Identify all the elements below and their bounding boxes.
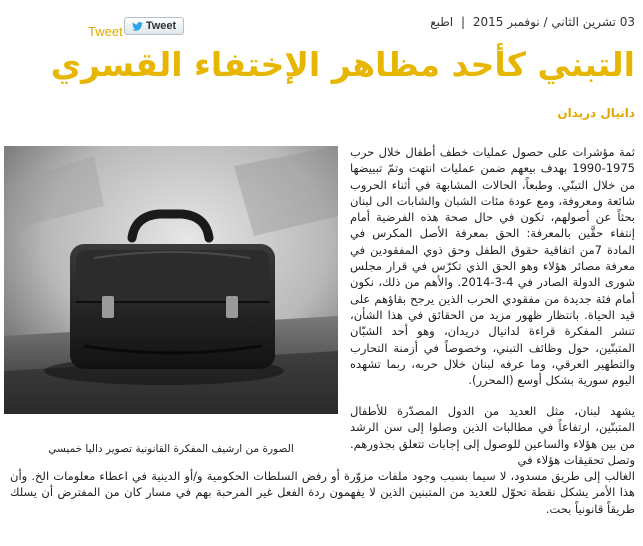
meta-separator: | bbox=[460, 15, 466, 29]
article-meta bbox=[430, 15, 635, 29]
tweet-text: Tweet bbox=[88, 24, 123, 39]
photo-caption: الصورة من ارشيف المفكرة القانونية تصوير داليا خميسي bbox=[48, 443, 294, 455]
article-title: التبني كأحد مظاهر الإختفاء القسري bbox=[50, 45, 635, 84]
article-paragraph: يشهد لبنان، مثل العديد من الدول المصدّرة للأطفال المتبنّين، ارتفاعاً في مطالبات الذين وصلوا إلى سن الرشد من بين هؤلاء والساعين للوصول إلى إجابات تتعلق بجذورهم. وتصل تحقيقات هؤلاء في bbox=[350, 404, 635, 467]
twitter-bird-icon bbox=[132, 22, 143, 31]
article-photo bbox=[4, 146, 338, 414]
tweet-button-label: Tweet bbox=[145, 20, 177, 32]
publish-date: 03 تشرين الثاني / نوفمبر 2015 bbox=[472, 15, 635, 29]
briefcase-photo bbox=[4, 146, 338, 414]
tweet-button[interactable] bbox=[124, 17, 184, 35]
print-link[interactable]: اطبع bbox=[430, 15, 454, 29]
article-author[interactable]: دانيال دريدان bbox=[557, 106, 635, 120]
article-paragraph-continued: الغالب إلى طريق مسدود، لا سيما بسبب وجود ملفات مزوّرة أو رفض السلطات الحكومية و/أو الدينية في اعطاء معلومات الخ. وأن هذا الأمر يشكل نقطة تحوّل للعديد من المتبنين الذين لا يفهمون ردة الفعل غير المرحبة بهم في مسار كان من المفترض أن يسلك طريقاً قانونياً بحت. bbox=[10, 469, 635, 516]
article-paragraph: ثمة مؤشرات على حصول عمليات خطف أطفال خلال حرب 1975-1990 بهدف بيعهم ضمن عمليات انتهت وتمّ تبييضها من خلال التبنّي. وطبعاً، الحالات المشابهة في أثناء الحروب شائعة ومعروفة، ومع عودة مئات الشبان والشابات الى لبنان بحثاً عن أصولهم، تكون في حال صحة هذه الفرضية أمام إنتفاء حقَّين بالمعرفة: الحق بمعرفة الأصل المكرس في المادة 7من اتفاقية حقوق الطفل وحق ذوي المفقودين في معرفة مصائر هؤلاء وهو الحق الذي تكرّس في قرار مجلس شورى الدولة الصادر في 4-3-2014. والأهم من ذلك، نكون أمام فئة جديدة من مفقودي الحرب الذين يرجح بقاؤهم على قيد الحياة. بانتظار ظهور مزيد من الحقائق في هذا الشأن، تنشر المفكرة قراءة لدانيال دريدان، وهو أحد الشبّان المتبنّين، حول وظائف التبني، وخصوصاً في أزمنة التحارب والتطهير العرقي، وما عرفه لبنان خلال حربه، ربما تشهده اليوم سورية بشكل أوسع (المحرر). bbox=[350, 145, 636, 388]
